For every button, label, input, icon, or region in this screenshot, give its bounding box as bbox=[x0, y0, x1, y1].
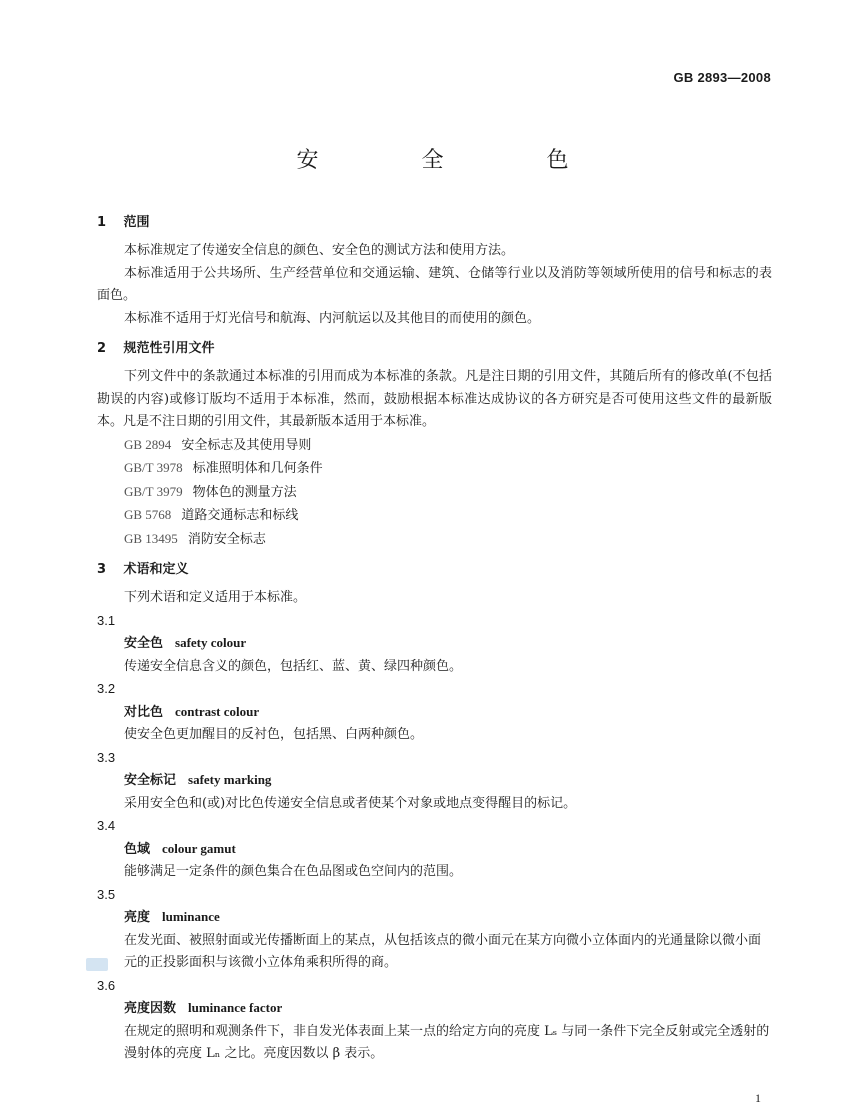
paragraph: 本标准不适用于灯光信号和航海、内河航运以及其他目的而使用的颜色。 bbox=[124, 310, 541, 326]
section-title: 术语和定义 bbox=[123, 562, 189, 577]
term-en: colour gamut bbox=[162, 840, 236, 856]
term-definition: 传递安全信息含义的颜色，包括红、蓝、黄、绿四种颜色。 bbox=[124, 658, 463, 674]
clause-number: 3.6 bbox=[97, 977, 116, 993]
term-definition: 能够满足一定条件的颜色集合在色品图或色空间内的范围。 bbox=[124, 864, 463, 879]
paragraph: 下列文件中的条款通过本标准的引用而成为本标准的条款。凡是注日期的引用文件，其随后所有的修改单(不包括勘误的内容)或修订版均不适用于本标准，然而，鼓励根据本标准达成协议的各方研究是否可使用这些文件的最新版本。凡是不注日期的引用文件，其最新版本适用于本标准。 bbox=[97, 369, 772, 429]
reference-title: 安全标志及其使用导则 bbox=[181, 437, 312, 453]
clause-number: 3.3 bbox=[97, 749, 116, 765]
term-zh: 安全标记 bbox=[124, 773, 177, 788]
watermark-mark bbox=[86, 958, 108, 971]
term-en: luminance bbox=[162, 909, 220, 924]
reference-code: GB/T 3978 bbox=[124, 460, 183, 475]
reference-title: 标准照明体和几何条件 bbox=[192, 461, 323, 476]
term-heading bbox=[97, 701, 772, 725]
reference-code: GB 5768 bbox=[124, 507, 172, 522]
reference-item bbox=[97, 434, 772, 458]
clause-number: 3.2 bbox=[97, 681, 116, 696]
reference-title: 道路交通标志和标线 bbox=[181, 508, 299, 523]
term-en: safety colour bbox=[175, 635, 247, 650]
section-heading bbox=[97, 212, 772, 234]
reference-code: GB 2894 bbox=[124, 436, 172, 452]
section-heading bbox=[97, 338, 772, 360]
reference-item bbox=[97, 481, 772, 505]
section-number: 2 bbox=[97, 341, 107, 356]
reference-item bbox=[97, 528, 772, 552]
paragraph: 下列术语和定义适用于本标准。 bbox=[124, 590, 307, 605]
section-heading bbox=[97, 559, 772, 581]
clause-number: 3.5 bbox=[97, 886, 116, 902]
term-en: contrast colour bbox=[175, 703, 260, 719]
paragraph: 本标准规定了传递安全信息的颜色、安全色的测试方法和使用方法。 bbox=[124, 243, 515, 258]
term-zh: 安全色 bbox=[124, 636, 164, 651]
term-heading bbox=[97, 906, 772, 930]
reference-item bbox=[97, 457, 772, 481]
term-definition: 采用安全色和(或)对比色传递安全信息或者使某个对象或地点变得醒目的标记。 bbox=[124, 795, 577, 811]
page-number: 1 bbox=[755, 1091, 761, 1105]
clause-number: 3.1 bbox=[97, 612, 116, 628]
term-zh: 亮度因数 bbox=[124, 1001, 177, 1016]
reference-item bbox=[97, 504, 772, 528]
standard-number: GB 2893—2008 bbox=[673, 70, 771, 85]
term-definition: 使安全色更加醒目的反衬色，包括黑、白两种颜色。 bbox=[124, 727, 424, 742]
section-number: 3 bbox=[97, 562, 107, 577]
document-title: 安 全 色 bbox=[296, 148, 617, 173]
term-zh: 色域 bbox=[124, 841, 151, 857]
term-zh: 亮度 bbox=[124, 910, 151, 925]
term-definition: 在规定的照明和观测条件下，非自发光体表面上某一点的给定方向的亮度 Lₛ 与同一条件下完全反射或完全透射的漫射体的亮度 Lₙ 之比。亮度因数以 β 表示。 bbox=[124, 1023, 770, 1061]
reference-title: 物体色的测量方法 bbox=[192, 484, 297, 500]
term-heading bbox=[97, 997, 772, 1021]
term-en: luminance factor bbox=[188, 1000, 283, 1015]
reference-code: GB/T 3979 bbox=[124, 483, 183, 499]
reference-code: GB 13495 bbox=[124, 530, 178, 546]
clause-number: 3.4 bbox=[97, 818, 116, 833]
term-heading bbox=[97, 632, 772, 656]
term-heading bbox=[97, 769, 772, 793]
paragraph: 本标准适用于公共场所、生产经营单位和交通运输、建筑、仓储等行业以及消防等领域所使用的信号和标志的表面色。 bbox=[97, 265, 772, 303]
reference-title: 消防安全标志 bbox=[187, 531, 266, 547]
term-en: safety marking bbox=[188, 772, 272, 787]
term-heading bbox=[97, 838, 772, 862]
section-number: 1 bbox=[97, 215, 107, 230]
term-zh: 对比色 bbox=[124, 704, 164, 720]
section-title: 规范性引用文件 bbox=[123, 341, 215, 356]
section-title: 范围 bbox=[123, 215, 150, 230]
document-body bbox=[97, 212, 772, 1066]
term-definition: 在发光面、被照射面或光传播断面上的某点，从包括该点的微小面元在某方向微小立体面内的光通量除以微小面元的正投影面积与该微小立体角乘积所得的商。 bbox=[124, 932, 762, 970]
